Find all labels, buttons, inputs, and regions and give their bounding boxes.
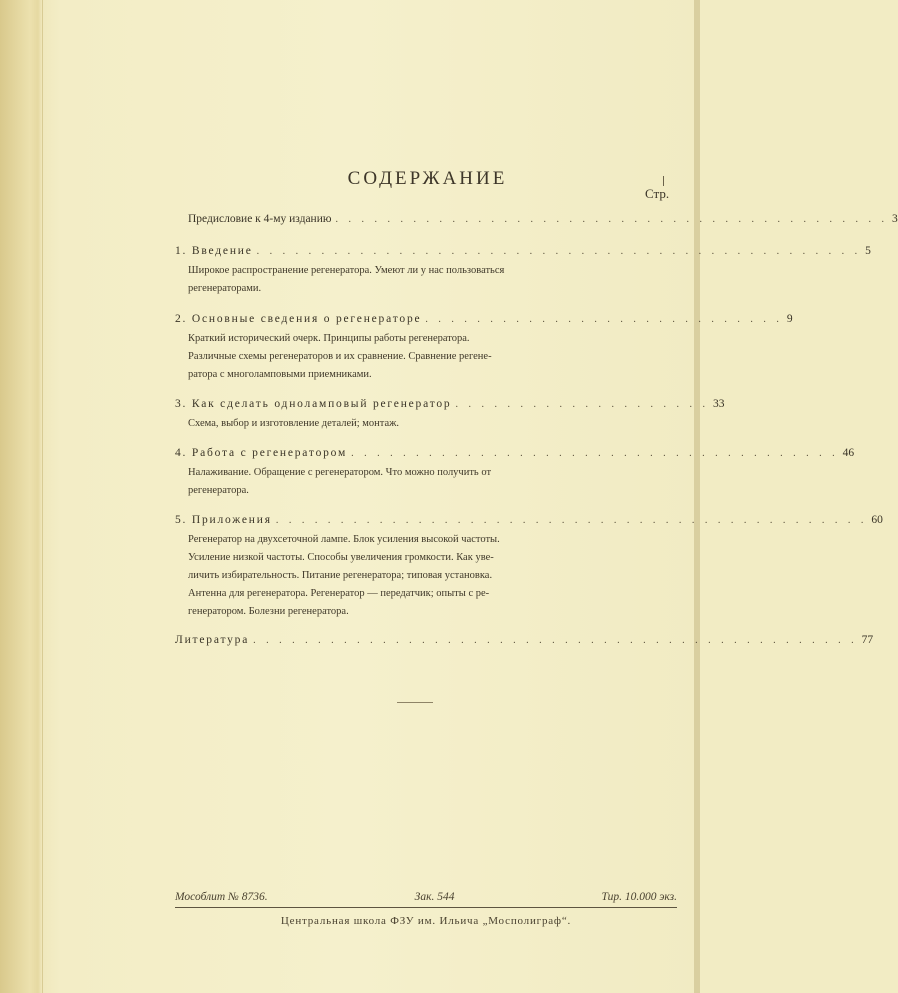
leader-dots: . . . . . . . . . . . . . . . . . . . . . . . . . . . . . . . . . . . . . . . . . . . . . . . <box>253 635 858 646</box>
toc-entry-foreword <box>188 213 898 225</box>
imprint-rule <box>175 907 677 908</box>
printer-line: Центральная школа ФЗУ им. Ильича „Мосполиграф“. <box>280 915 572 927</box>
toc-entry-label: 3. Как сделать одноламповый регенератор <box>175 398 452 410</box>
toc-entry-page: 5 <box>865 245 871 257</box>
page-right-edge <box>694 0 700 993</box>
toc-entry-page: 60 <box>871 514 883 526</box>
print-run: Тир. 10.000 экз. <box>601 891 677 903</box>
imprint-line <box>175 891 677 903</box>
toc-entry-appendices <box>175 514 883 526</box>
license-number: Мособлит № 8736. <box>175 891 268 903</box>
toc-entry-page: 33 <box>712 398 725 410</box>
leader-dots: . . . . . . . . . . . . . . . . . . . . . . . . . . . . . . . . . . . . . . <box>351 448 839 459</box>
corner-mark <box>663 176 664 186</box>
toc-entry-literature <box>175 634 874 646</box>
leader-dots: . . . . . . . . . . . . . . . . . . . . . . . . . . . . . . . . . . . . . . . . . . . . . . . <box>256 246 862 257</box>
toc-entry-page: 77 <box>861 634 874 646</box>
toc-entry-label: Литература <box>175 634 250 646</box>
toc-entry-label: 4. Работа с регенератором <box>175 447 348 459</box>
toc-entry-operation <box>175 447 855 459</box>
toc-entry-description: Широкое распространение регенератора. Умеют ли у нас пользоваться регенераторами. <box>188 265 505 294</box>
toc-entry-label: 2. Основные сведения о регенераторе <box>175 313 422 325</box>
toc-entry-description: Налаживание. Обращение с регенератором. Что можно получить от регенератора. <box>188 467 492 496</box>
toc-entry-page: 3 <box>891 213 898 225</box>
section-divider <box>397 702 433 703</box>
toc-entry-label: 5. Приложения <box>175 514 272 526</box>
leader-dots: . . . . . . . . . . . . . . . . . . . . . . . . . . . . <box>425 314 783 325</box>
page-column-label: Стр. <box>645 186 670 201</box>
toc-entry-description: Регенератор на двухсеточной лампе. Блок усиления высокой частоты. Усиление низкой частоты. Способы увеличения громкости. Как уве- личить избирательность. Питание регенератора; типовая установка. Антенна для регенератора. Регенератор — передатчик; опыты с ре- генератором. Болезни регенератора. <box>188 534 500 617</box>
leader-dots: . . . . . . . . . . . . . . . . . . . . <box>455 399 709 410</box>
toc-entry-page: 9 <box>786 313 793 325</box>
toc-entry-basics <box>175 313 793 325</box>
leader-dots: . . . . . . . . . . . . . . . . . . . . . . . . . . . . . . . . . . . . . . . . . . . . . . <box>275 515 868 526</box>
toc-entry-label: 1. Введение <box>175 245 253 257</box>
toc-entry-label: Предисловие к 4-му изданию <box>188 213 332 225</box>
toc-entry-build <box>175 398 725 410</box>
toc-entry-introduction <box>175 245 871 257</box>
toc-entry-description: Краткий исторический очерк. Принципы работы регенератора. Различные схемы регенераторов и их сравнение. Сравнение регене- ратора с многоламповыми приемниками. <box>188 333 492 380</box>
toc-entry-page: 46 <box>842 447 855 459</box>
page-left-edge <box>0 0 43 993</box>
leader-dots: . . . . . . . . . . . . . . . . . . . . . . . . . . . . . . . . . . . . . . . . . . . <box>335 214 888 225</box>
order-number: Зак. 544 <box>414 891 455 903</box>
toc-entry-description: Схема, выбор и изготовление деталей; монтаж. <box>188 418 400 429</box>
page-title: СОДЕРЖАНИЕ <box>347 168 508 189</box>
